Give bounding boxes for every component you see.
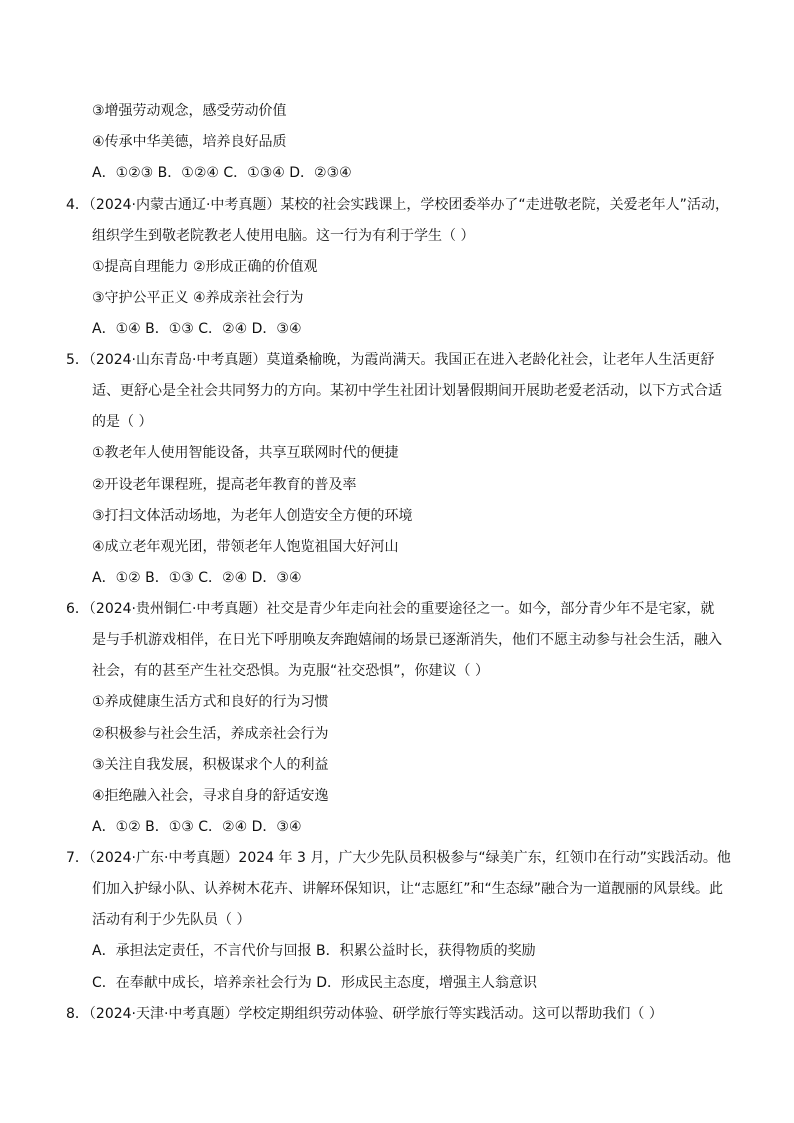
question-6-choices: A．①② B．①③ C．②④ D．③④ <box>92 819 302 835</box>
question-7-choices-cd: C．在奉献中成长，培养亲社会行为 D．形成民主态度，增强主人翁意识 <box>92 975 538 991</box>
option-3: ③增强劳动观念，感受劳动价值 <box>92 103 287 119</box>
question-6-option-2: ②积极参与社会生活，养成亲社会行为 <box>92 726 329 742</box>
option-4: ④传承中华美德，培养良好品质 <box>92 134 287 150</box>
question-5-choices: A．①② B．①③ C．②④ D．③④ <box>92 570 302 586</box>
question-6-stem-cont: 是与手机游戏相伴，在日光下呼朋唤友奔跑嬉闹的场景已逐渐消失，他们不愿主动参与社会生活，融入 <box>92 632 722 648</box>
question-4-options-2: ③守护公平正义 ④养成亲社会行为 <box>92 290 304 306</box>
question-6-option-3: ③关注自我发展，积极谋求个人的利益 <box>92 757 329 773</box>
question-5-stem-cont: 适、更舒心是全社会共同努力的方向。某初中学生社团计划暑假期间开展助老爱老活动，以下方式合适 <box>92 383 722 399</box>
question-7-choices-ab: A．承担法定责任，不言代价与回报 B．积累公益时长，获得物质的奖励 <box>92 943 536 959</box>
question-4-options-1: ①提高自理能力 ②形成正确的价值观 <box>92 259 318 275</box>
question-6-option-1: ①养成健康生活方式和良好的行为习惯 <box>92 694 329 710</box>
question-5-option-4: ④成立老年观光团，带领老年人饱览祖国大好河山 <box>92 539 399 555</box>
question-4-choices: A．①④ B．①③ C．②④ D．③④ <box>92 321 302 337</box>
question-5-stem: 5．（2024·山东青岛·中考真题）莫道桑榆晚，为霞尚满天。我国正在进入老龄化社会，让老年人生活更舒 <box>66 352 715 368</box>
question-5-option-2: ②开设老年课程班，提高老年教育的普及率 <box>92 477 357 493</box>
question-5-stem-end: 的是（ ） <box>92 414 153 430</box>
answer-choices: A．①②③ B．①②④ C．①③④ D．②③④ <box>92 165 352 181</box>
question-6-stem: 6．（2024·贵州铜仁·中考真题）社交是青少年走向社会的重要途径之一。如今，部分青少年不是宅家，就 <box>66 601 715 617</box>
question-8-stem: 8．（2024·天津·中考真题）学校定期组织劳动体验、研学旅行等实践活动。这可以帮助我们（ ） <box>66 1006 663 1022</box>
question-7-stem-cont: 们加入护绿小队、认养树木花卉、讲解环保知识，让“志愿红”和“生态绿”融合为一道靓丽的风景线。此 <box>92 881 724 897</box>
question-6-stem-end: 社会，有的甚至产生社交恐惧。为克服“社交恐惧”，你建议（ ） <box>92 663 489 679</box>
question-7-stem-end: 活动有利于少先队员（ ） <box>92 912 251 928</box>
question-6-option-4: ④拒绝融入社会，寻求自身的舒适安逸 <box>92 788 329 804</box>
question-7-stem: 7．（2024·广东·中考真题）2024 年 3 月，广大少先队员积极参与“绿美广东，红领巾在行动”实践活动。他 <box>66 850 731 866</box>
question-4-stem-cont: 组织学生到敬老院教老人使用电脑。这一行为有利于学生（ ） <box>92 228 475 244</box>
question-5-option-3: ③打扫文体活动场地，为老年人创造安全方便的环境 <box>92 508 413 524</box>
question-5-option-1: ①教老年人使用智能设备，共享互联网时代的便捷 <box>92 445 399 461</box>
question-4-stem: 4．（2024·内蒙古通辽·中考真题）某校的社会实践课上，学校团委举办了“走进敬老院，关爱老年人”活动， <box>66 197 729 213</box>
